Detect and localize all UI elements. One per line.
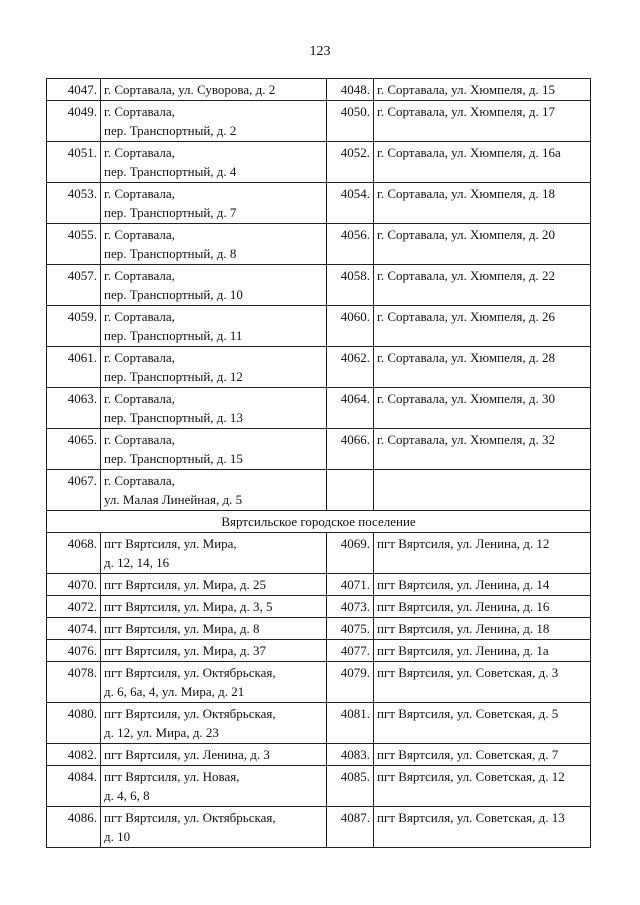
- address-line: г. Сортавала,: [104, 473, 175, 488]
- entry-address: [101, 347, 327, 388]
- entry-address: [101, 703, 327, 744]
- entry-address: [374, 766, 591, 807]
- entry-number: 4061.: [47, 347, 101, 388]
- entry-address: [374, 703, 591, 744]
- entry-address: [374, 618, 591, 640]
- address-line: г. Сортавала, ул. Хюмпеля, д. 20: [377, 227, 555, 242]
- address-line: пгт Вяртсиля, ул. Советская, д. 5: [377, 706, 559, 721]
- address-line: г. Сортавала,: [104, 268, 175, 283]
- address-line: г. Сортавала,: [104, 145, 175, 160]
- address-line: пгт Вяртсиля, ул. Мира, д. 8: [104, 621, 260, 636]
- entry-number: 4064.: [327, 388, 374, 429]
- entry-address: [101, 79, 327, 101]
- entry-number: 4065.: [47, 429, 101, 470]
- address-line: пгт Вяртсиля, ул. Советская, д. 3: [377, 665, 559, 680]
- entry-address: [101, 533, 327, 574]
- address-line: пгт Вяртсиля, ул. Ленина, д. 12: [377, 536, 550, 551]
- entry-number: 4074.: [47, 618, 101, 640]
- table-row: [47, 807, 591, 848]
- entry-address: [374, 807, 591, 848]
- address-line: пер. Транспортный, д. 13: [104, 410, 243, 425]
- address-line: г. Сортавала,: [104, 186, 175, 201]
- entry-number: 4085.: [327, 766, 374, 807]
- address-line: д. 12, 14, 16: [104, 555, 170, 570]
- entry-number: 4055.: [47, 224, 101, 265]
- entry-number: 4081.: [327, 703, 374, 744]
- table-row: [47, 347, 591, 388]
- address-line: пгт Вяртсиля, ул. Мира, д. 37: [104, 643, 267, 658]
- entry-number: 4087.: [327, 807, 374, 848]
- entry-address: [101, 183, 327, 224]
- address-line: г. Сортавала,: [104, 309, 175, 324]
- entry-number: 4051.: [47, 142, 101, 183]
- entry-address: [374, 306, 591, 347]
- entry-number: 4054.: [327, 183, 374, 224]
- entry-address: [101, 224, 327, 265]
- entry-address: [101, 470, 327, 511]
- address-line: д. 12, ул. Мира, д. 23: [104, 725, 219, 740]
- address-table-body-bottom: [47, 533, 591, 848]
- address-line: пгт Вяртсиля, ул. Мира, д. 3, 5: [104, 599, 273, 614]
- address-line: г. Сортавала, ул. Хюмпеля, д. 30: [377, 391, 555, 406]
- address-line: пер. Транспортный, д. 8: [104, 246, 237, 261]
- entry-address: [374, 142, 591, 183]
- entry-number: 4062.: [327, 347, 374, 388]
- entry-address: [101, 662, 327, 703]
- entry-number: 4078.: [47, 662, 101, 703]
- entry-address: [374, 183, 591, 224]
- entry-number: 4068.: [47, 533, 101, 574]
- entry-address: [374, 470, 591, 511]
- entry-number: 4083.: [327, 744, 374, 766]
- address-line: д. 6, 6а, 4, ул. Мира, д. 21: [104, 684, 245, 699]
- entry-number: 4067.: [47, 470, 101, 511]
- table-row: [47, 744, 591, 766]
- address-line: пер. Транспортный, д. 11: [104, 328, 243, 343]
- entry-number: 4066.: [327, 429, 374, 470]
- entry-number: 4084.: [47, 766, 101, 807]
- entry-number: 4057.: [47, 265, 101, 306]
- table-row: [47, 101, 591, 142]
- address-line: г. Сортавала, ул. Хюмпеля, д. 16а: [377, 145, 561, 160]
- address-line: пгт Вяртсиля, ул. Советская, д. 13: [377, 810, 565, 825]
- address-line: пер. Транспортный, д. 15: [104, 451, 243, 466]
- entry-number: 4072.: [47, 596, 101, 618]
- entry-number: 4086.: [47, 807, 101, 848]
- address-line: пер. Транспортный, д. 7: [104, 205, 237, 220]
- entry-number: 4063.: [47, 388, 101, 429]
- entry-number: 4052.: [327, 142, 374, 183]
- table-row: [47, 79, 591, 101]
- address-line: г. Сортавала, ул. Хюмпеля, д. 26: [377, 309, 555, 324]
- entry-number: 4058.: [327, 265, 374, 306]
- table-row: [47, 388, 591, 429]
- entry-address: [374, 744, 591, 766]
- entry-address: [374, 662, 591, 703]
- entry-address: [101, 388, 327, 429]
- address-line: пгт Вяртсиля, ул. Октябрьская,: [104, 810, 276, 825]
- entry-address: [101, 807, 327, 848]
- entry-number: 4075.: [327, 618, 374, 640]
- page-number: 123: [309, 44, 331, 59]
- table-row: [47, 618, 591, 640]
- address-line: пгт Вяртсиля, ул. Октябрьская,: [104, 665, 276, 680]
- address-line: пгт Вяртсиля, ул. Ленина, д. 16: [377, 599, 550, 614]
- table-row: [47, 662, 591, 703]
- address-line: г. Сортавала, ул. Суворова, д. 2: [104, 82, 276, 97]
- entry-number: 4079.: [327, 662, 374, 703]
- table-row: [47, 429, 591, 470]
- entry-number: 4050.: [327, 101, 374, 142]
- address-line: пгт Вяртсиля, ул. Ленина, д. 3: [104, 747, 270, 762]
- table-row: [47, 533, 591, 574]
- entry-address: [374, 101, 591, 142]
- table-row: [47, 640, 591, 662]
- entry-address: [101, 596, 327, 618]
- entry-address: [374, 533, 591, 574]
- address-line: г. Сортавала, ул. Хюмпеля, д. 15: [377, 82, 555, 97]
- address-line: пгт Вяртсиля, ул. Советская, д. 12: [377, 769, 565, 784]
- entry-address: [374, 640, 591, 662]
- table-row: [47, 470, 591, 511]
- address-line: г. Сортавала, ул. Хюмпеля, д. 32: [377, 432, 555, 447]
- address-line: пер. Транспортный, д. 10: [104, 287, 243, 302]
- entry-address: [101, 429, 327, 470]
- entry-number: 4076.: [47, 640, 101, 662]
- entry-number: 4082.: [47, 744, 101, 766]
- address-line: пгт Вяртсиля, ул. Советская, д. 7: [377, 747, 559, 762]
- entry-number: 4048.: [327, 79, 374, 101]
- address-line: ул. Малая Линейная, д. 5: [104, 492, 243, 507]
- entry-number: 4053.: [47, 183, 101, 224]
- address-line: пер. Транспортный, д. 12: [104, 369, 243, 384]
- entry-address: [374, 224, 591, 265]
- entry-number: 4059.: [47, 306, 101, 347]
- address-table-body-top: [47, 79, 591, 511]
- entry-address: [374, 79, 591, 101]
- entry-address: [101, 101, 327, 142]
- entry-address: [374, 596, 591, 618]
- entry-address: [374, 265, 591, 306]
- entry-address: [101, 744, 327, 766]
- address-line: пгт Вяртсиля, ул. Мира, д. 25: [104, 577, 267, 592]
- address-line: пер. Транспортный, д. 4: [104, 164, 237, 179]
- entry-number: 4070.: [47, 574, 101, 596]
- address-line: пгт Вяртсиля, ул. Новая,: [104, 769, 240, 784]
- entry-number: 4060.: [327, 306, 374, 347]
- address-line: г. Сортавала,: [104, 391, 175, 406]
- address-line: д. 4, 6, 8: [104, 788, 150, 803]
- address-line: г. Сортавала,: [104, 104, 175, 119]
- entry-number: 4073.: [327, 596, 374, 618]
- section-row-group: [47, 511, 591, 533]
- address-line: пгт Вяртсиля, ул. Ленина, д. 18: [377, 621, 550, 636]
- entry-address: [101, 574, 327, 596]
- address-table: [46, 78, 591, 848]
- entry-address: [101, 306, 327, 347]
- table-row: [47, 703, 591, 744]
- entry-number: 4069.: [327, 533, 374, 574]
- table-row: [47, 224, 591, 265]
- section-title: Вяртсильское городское поселение: [47, 511, 591, 533]
- address-line: пгт Вяртсиля, ул. Мира,: [104, 536, 237, 551]
- entry-number: 4056.: [327, 224, 374, 265]
- entry-address: [374, 574, 591, 596]
- entry-address: [101, 142, 327, 183]
- table-row: [47, 265, 591, 306]
- entry-number: 4077.: [327, 640, 374, 662]
- address-line: пгт Вяртсиля, ул. Ленина, д. 14: [377, 577, 550, 592]
- table-row: [47, 574, 591, 596]
- table-row: [47, 306, 591, 347]
- entry-number: 4080.: [47, 703, 101, 744]
- address-line: г. Сортавала,: [104, 432, 175, 447]
- address-line: пер. Транспортный, д. 2: [104, 123, 237, 138]
- address-line: г. Сортавала,: [104, 350, 175, 365]
- address-line: г. Сортавала, ул. Хюмпеля, д. 18: [377, 186, 555, 201]
- address-line: г. Сортавала, ул. Хюмпеля, д. 17: [377, 104, 555, 119]
- entry-address: [374, 429, 591, 470]
- entry-address: [101, 766, 327, 807]
- address-line: г. Сортавала, ул. Хюмпеля, д. 28: [377, 350, 555, 365]
- address-line: д. 10: [104, 829, 131, 844]
- table-row: [47, 766, 591, 807]
- entry-number: 4071.: [327, 574, 374, 596]
- entry-number: 4047.: [47, 79, 101, 101]
- entry-number: 4049.: [47, 101, 101, 142]
- entry-address: [374, 347, 591, 388]
- entry-address: [101, 640, 327, 662]
- section-row: [47, 511, 591, 533]
- table-row: [47, 183, 591, 224]
- address-line: пгт Вяртсиля, ул. Ленина, д. 1а: [377, 643, 549, 658]
- address-line: пгт Вяртсиля, ул. Октябрьская,: [104, 706, 276, 721]
- entry-address: [374, 388, 591, 429]
- entry-address: [101, 265, 327, 306]
- address-line: г. Сортавала,: [104, 227, 175, 242]
- entry-address: [101, 618, 327, 640]
- address-line: г. Сортавала, ул. Хюмпеля, д. 22: [377, 268, 555, 283]
- table-row: [47, 596, 591, 618]
- table-row: [47, 142, 591, 183]
- entry-number: [327, 470, 374, 511]
